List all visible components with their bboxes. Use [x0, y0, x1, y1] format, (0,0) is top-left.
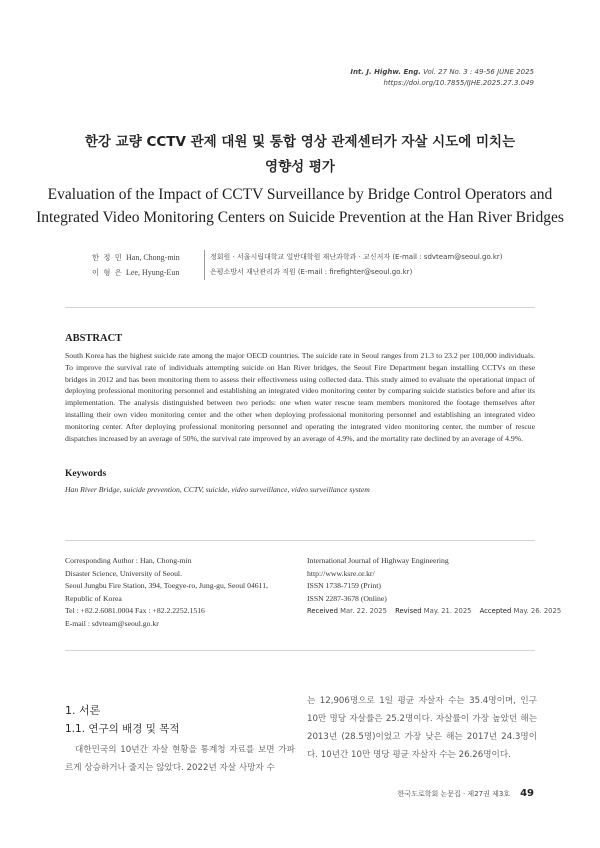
- english-title-line-2: Integrated Video Monitoring Centers on Suicide Prevention at the Han River Bridges: [36, 209, 564, 226]
- footer-journal-name: 한국도로학회 논문집 · 제27권 제3호: [397, 790, 511, 798]
- journal-name: International Journal of Highway Engineering: [307, 556, 449, 565]
- author-divider: [204, 265, 205, 280]
- journal-header: [350, 66, 534, 89]
- author-list: [92, 250, 503, 280]
- doi-link[interactable]: https://doi.org/10.7855/IJHE.2025.27.3.049: [383, 79, 534, 87]
- volume-info: Vol. 27 No. 3 : 49-56 JUNE 2025: [423, 68, 534, 76]
- korean-title-line-2: 영향성 평가: [265, 159, 335, 175]
- accepted-date: May. 26. 2025: [513, 607, 562, 616]
- author-name-english: Lee, Hyung-Eun: [126, 268, 180, 277]
- page-footer: [398, 788, 534, 799]
- journal-website[interactable]: http://www.ksre.or.kr/: [307, 568, 375, 578]
- abstract-divider: [65, 540, 535, 541]
- issn-online: ISSN 2287-3678 (Online): [307, 593, 387, 603]
- publication-info: [307, 555, 567, 618]
- author-name-korean: 한 정 민: [92, 253, 123, 262]
- revised-date: May. 21. 2025: [423, 607, 472, 616]
- keywords-text: Han River Bridge, suicide prevention, CCTV, suicide, video surveillance, video surveillance system: [65, 485, 370, 494]
- page-number: 49: [520, 788, 534, 799]
- abstract-heading: ABSTRACT: [65, 333, 123, 344]
- body-text-left-column: 대한민국의 10년간 자살 현황을 통계청 자료를 보면 가파르게 상승하거나 줄지는 않았다. 2022년 자살 사망자 수: [65, 745, 295, 773]
- article-dates: [307, 605, 567, 618]
- correspondence-country: Republic of Korea: [65, 593, 122, 603]
- correspondence-author: Corresponding Author : Han, Chong-min: [65, 556, 192, 565]
- journal-abbreviation: Int. J. Highw. Eng.: [350, 68, 421, 76]
- subsection-heading: 1.1. 연구의 배경 및 목적: [65, 723, 180, 735]
- author-name-korean: 이 형 은: [92, 268, 123, 277]
- received-label: Received: [307, 607, 338, 616]
- english-title: [0, 183, 600, 229]
- korean-title: [0, 130, 600, 180]
- correspondence-address: Seoul Jungbu Fire Station, 394, Toegye-ro, Jung-gu, Seoul 04611,: [65, 581, 268, 591]
- correspondence-department: Disaster Science, University of Seoul.: [65, 568, 182, 578]
- author-affiliation: 정회원 · 서울시립대학교 일반대학원 재난과학과 · 교신저자 (E-mail : sdvteam@seoul.go.kr): [210, 253, 503, 261]
- body-text-right-column: 는 12,906명으로 1일 평균 자살자 수는 35.4명이며, 인구 10만 명당 자살률은 25.2명이다. 자살률이 가장 높았던 해는 2013년 (28.5명)이었고 가장 낮은 해는 2017년 24.3명이다. 10년간 10만 명당 평균 자살자 수는 26.26명이다.: [307, 696, 537, 760]
- revised-label: Revised: [395, 607, 422, 616]
- correspondence-block: [65, 555, 268, 631]
- correspondence-phone: Tel : +82.2.6081.0004 Fax : +82.2.2252.1516: [65, 606, 205, 616]
- header-divider: [65, 307, 535, 308]
- author-row: [92, 250, 503, 265]
- accepted-label: Accepted: [479, 607, 512, 616]
- author-row: [92, 265, 503, 280]
- correspondence-email[interactable]: E-mail : sdvteam@seoul.go.kr: [65, 618, 159, 628]
- journal-citation: [350, 66, 534, 78]
- keywords-heading: Keywords: [65, 469, 107, 479]
- received-date: Mar. 22. 2025: [340, 607, 387, 616]
- korean-title-line-1: 한강 교량 CCTV 관제 대원 및 통합 영상 관제센터가 자살 시도에 미치는: [84, 134, 516, 150]
- author-divider: [204, 250, 205, 265]
- author-name-english: Han, Chong-min: [126, 253, 180, 262]
- info-divider: [65, 650, 535, 651]
- issn-print: ISSN 1738-7159 (Print): [307, 581, 381, 591]
- section-heading: 1. 서론: [65, 704, 101, 717]
- english-title-line-1: Evaluation of the Impact of CCTV Surveillance by Bridge Control Operators and: [47, 186, 553, 203]
- abstract-text: South Korea has the highest suicide rate among the major OECD countries. The suicide rate in Seoul ranges from 21.3 to 23.2 per 100,000 individuals. To improve the survival rate of individuals attempting suicide on Han River bridges, the Seoul Fire Department began installing CCTVs on these bridges in 2012 and has been monitoring them to assess their effectiveness using collected data. This study aimed to evaluate the operational impact of deploying professional monitoring personnel and establishing an integrated video monitoring center by comparing suicide statistics before and after its implementation. The analysis distinguished between two periods: one when water rescue team members monitored the footage themselves after installing their own video monitoring center and the other when deploying professional monitoring personnel and establishing an integrated video monitoring center. After deploying professional monitoring personnel and operating the integrated video monitoring center, the number of rescue dispatches increased by an average of 50%, the survival rate improved by an average of 4.9%, and the mortality rate declined by an average of 4.9%.: [65, 351, 535, 443]
- author-affiliation: 은평소방서 재난관리과 직원 (E-mail : firefighter@seoul.go.kr): [210, 268, 413, 276]
